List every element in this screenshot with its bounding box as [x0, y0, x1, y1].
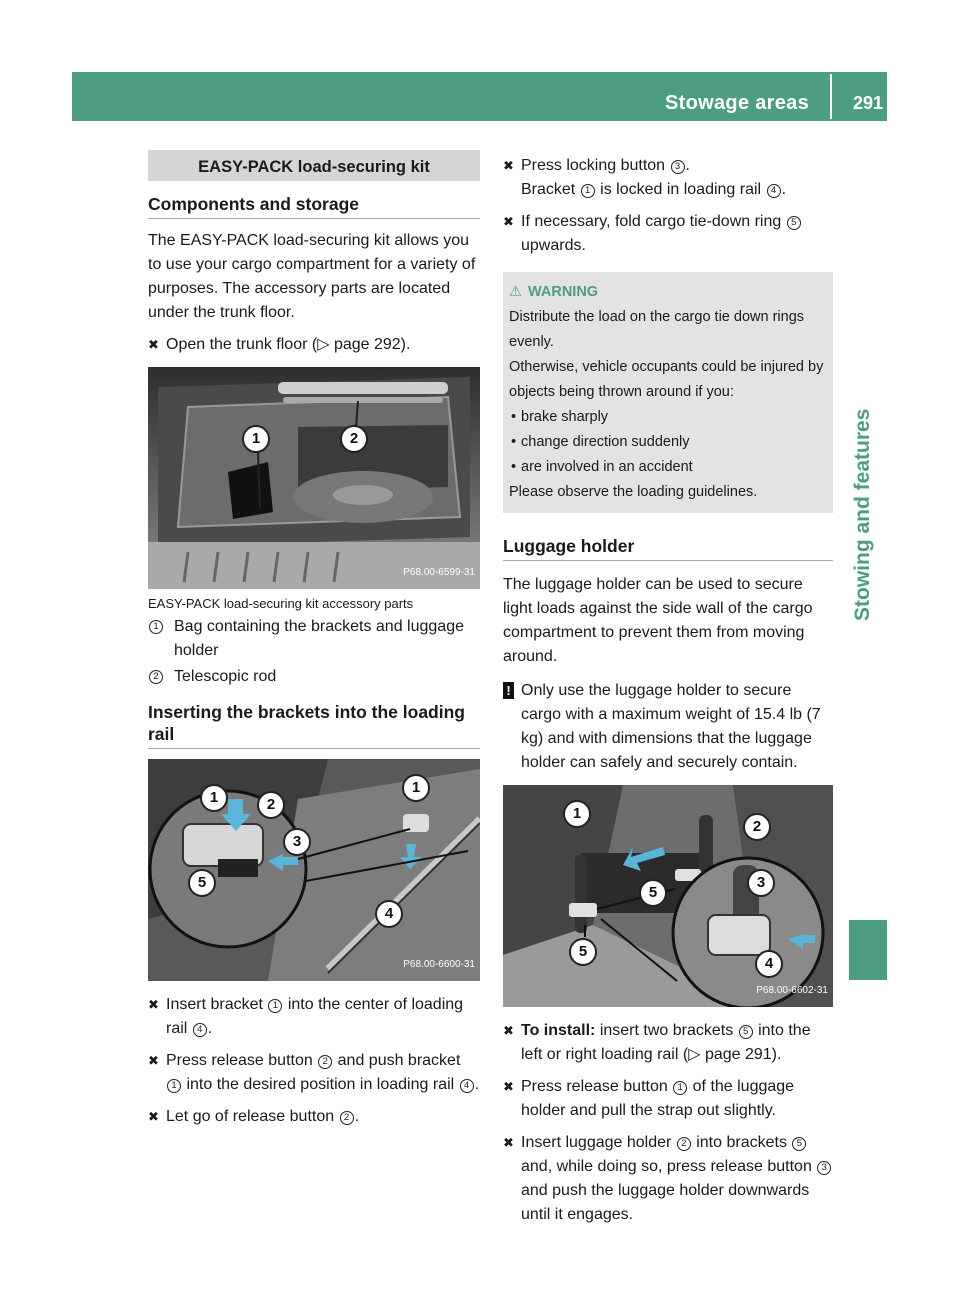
step-text: of the luggage holder and pull the strap out slightly.	[521, 1078, 795, 1119]
ref-number: 5	[792, 1137, 806, 1151]
step-arrow-icon: ✖	[148, 1109, 159, 1124]
step-text: .	[354, 1108, 360, 1125]
warning-box	[503, 272, 833, 513]
page-number: 291	[852, 93, 883, 113]
step-text: upwards.	[521, 237, 586, 254]
ref-number: 1	[268, 999, 282, 1013]
luggage-holder-illustration	[503, 785, 833, 1007]
warning-triangle-icon: ⚠	[509, 284, 522, 300]
step-arrow-icon: ✖	[148, 997, 159, 1012]
warning-title-text: WARNING	[528, 284, 599, 300]
ref-number: 5	[739, 1025, 753, 1039]
step-text: Open the trunk floor (▷ page 292).	[166, 336, 411, 353]
step-text: is locked in loading rail	[595, 181, 766, 198]
figure2-callout-2: 2	[257, 791, 285, 819]
luggage-intro: The luggage holder can be used to secure light loads against the side wall of the cargo compartment to prevent them from moving around.	[503, 576, 813, 665]
figure2-callout-3: 3	[283, 828, 311, 856]
legend-number: 2	[149, 670, 163, 684]
step-arrow-icon: ✖	[503, 1079, 514, 1094]
figure3-callout-4: 4	[755, 950, 783, 978]
step-release-holder	[503, 1075, 833, 1123]
step-text: and push the luggage holder downwards until it engages.	[521, 1182, 810, 1223]
ref-number: 2	[340, 1111, 354, 1125]
warning-line: Otherwise, vehicle occupants could be injured by objects being thrown around if you:	[509, 359, 824, 400]
legend-number: 1	[149, 620, 163, 634]
step-arrow-icon: ✖	[148, 337, 159, 352]
step-arrow-icon: ✖	[503, 158, 514, 173]
ref-number: 4	[460, 1079, 474, 1093]
figure3-callout-5b: 5	[569, 938, 597, 966]
figure-accessory-parts	[148, 367, 480, 589]
ref-number: 2	[677, 1137, 691, 1151]
step-arrow-icon: ✖	[503, 1135, 514, 1150]
step-insert-holder	[503, 1131, 833, 1227]
step-text: into the center of loading rail	[166, 996, 464, 1037]
warning-line: Please observe the loading guidelines.	[509, 484, 758, 500]
notice-item	[503, 679, 833, 775]
ref-number: 1	[167, 1079, 181, 1093]
page-header	[72, 72, 887, 121]
legend-item	[148, 665, 480, 689]
ref-number: 3	[817, 1161, 831, 1175]
step-open-floor	[148, 333, 480, 357]
step-arrow-icon: ✖	[148, 1053, 159, 1068]
chapter-tab	[849, 121, 887, 761]
luggage-heading: Luggage holder	[503, 535, 833, 561]
intro-paragraph: The EASY-PACK load-securing kit allows you to use your cargo compartment for a variety of purposes. The accessory parts are located under the trunk floor.	[148, 232, 476, 321]
inserting-heading: Inserting the brackets into the loading rail	[148, 701, 480, 749]
left-column	[148, 150, 480, 1129]
step-fold-ring	[503, 210, 833, 258]
notice-icon: !	[503, 682, 514, 699]
figure-luggage-holder	[503, 785, 833, 1007]
warning-bullet: • brake sharply	[509, 405, 826, 430]
step-text: into the left or right loading rail (▷ page 291).	[521, 1022, 811, 1063]
step-text: .	[474, 1076, 480, 1093]
step-text: If necessary, fold cargo tie-down ring	[521, 213, 786, 230]
step-let-go	[148, 1105, 480, 1129]
header-title: Stowage areas	[665, 92, 809, 114]
step-label: To install:	[521, 1022, 596, 1039]
step-insert-bracket	[148, 993, 480, 1041]
legend-item	[148, 615, 480, 663]
trunk-illustration	[148, 367, 480, 589]
warning-bullet: • are involved in an accident	[509, 455, 826, 480]
step-text: Insert luggage holder	[521, 1134, 676, 1151]
step-text: .	[685, 157, 690, 174]
step-text: and, while doing so, press release button	[521, 1158, 817, 1175]
figure-loading-rail	[148, 759, 480, 981]
step-press-release	[148, 1049, 480, 1097]
section-title: EASY-PACK load-securing kit	[148, 150, 480, 181]
right-column	[503, 150, 833, 1227]
figure2-callout-4: 4	[375, 900, 403, 928]
step-text: Insert bracket	[166, 996, 268, 1013]
step-text: Press release button	[166, 1052, 318, 1069]
legend-text: Bag containing the brackets and luggage holder	[174, 618, 464, 659]
step-text: Press release button	[521, 1078, 673, 1095]
figure1-callout-2: 2	[340, 425, 368, 453]
warning-title	[509, 280, 826, 305]
ref-number: 4	[767, 184, 781, 198]
step-text: .	[207, 1020, 213, 1037]
step-text: Press locking button	[521, 157, 670, 174]
figure3-callout-1: 1	[563, 800, 591, 828]
notice-text: Only use the luggage holder to secure cargo with a maximum weight of 15.4 lb (7 kg) and with dimensions that the luggage holder can safely and securely contain.	[521, 682, 821, 771]
chapter-marker	[849, 920, 887, 980]
figure3-callout-2: 2	[743, 813, 771, 841]
step-press-locking	[503, 154, 833, 202]
figure3-callout-5: 5	[639, 879, 667, 907]
step-text: and push bracket	[333, 1052, 461, 1069]
step-text: .	[781, 181, 787, 198]
step-arrow-icon: ✖	[503, 1023, 514, 1038]
ref-number: 3	[671, 160, 685, 174]
step-text: Let go of release button	[166, 1108, 339, 1125]
step-text: insert two brackets	[595, 1022, 738, 1039]
ref-number: 5	[787, 216, 801, 230]
step-text: into brackets	[691, 1134, 792, 1151]
figure1-caption: EASY-PACK load-securing kit accessory parts	[148, 596, 414, 611]
figure1-code: P68.00-6599-31	[403, 567, 475, 578]
step-text: Bracket	[521, 181, 580, 198]
step-text: into the desired position in loading rail	[182, 1076, 459, 1093]
warning-bullet: • change direction suddenly	[509, 430, 826, 455]
step-arrow-icon: ✖	[503, 214, 514, 229]
figure2-callout-1b: 1	[402, 774, 430, 802]
legend-text: Telescopic rod	[174, 668, 277, 685]
figure1-callout-1: 1	[242, 425, 270, 453]
ref-number: 1	[581, 184, 595, 198]
header-divider	[830, 74, 832, 119]
chapter-tab-label: Stowing and features	[851, 408, 874, 621]
ref-number: 1	[673, 1081, 687, 1095]
figure2-callout-5: 5	[188, 869, 216, 897]
ref-number: 4	[193, 1023, 207, 1037]
ref-number: 2	[318, 1055, 332, 1069]
warning-line: Distribute the load on the cargo tie down rings evenly.	[509, 309, 805, 350]
step-install	[503, 1019, 833, 1067]
figure3-code: P68.00-6602-31	[756, 985, 828, 996]
figure2-callout-1: 1	[200, 784, 228, 812]
figure2-code: P68.00-6600-31	[403, 959, 475, 970]
components-heading: Components and storage	[148, 193, 480, 219]
figure3-callout-3: 3	[747, 869, 775, 897]
